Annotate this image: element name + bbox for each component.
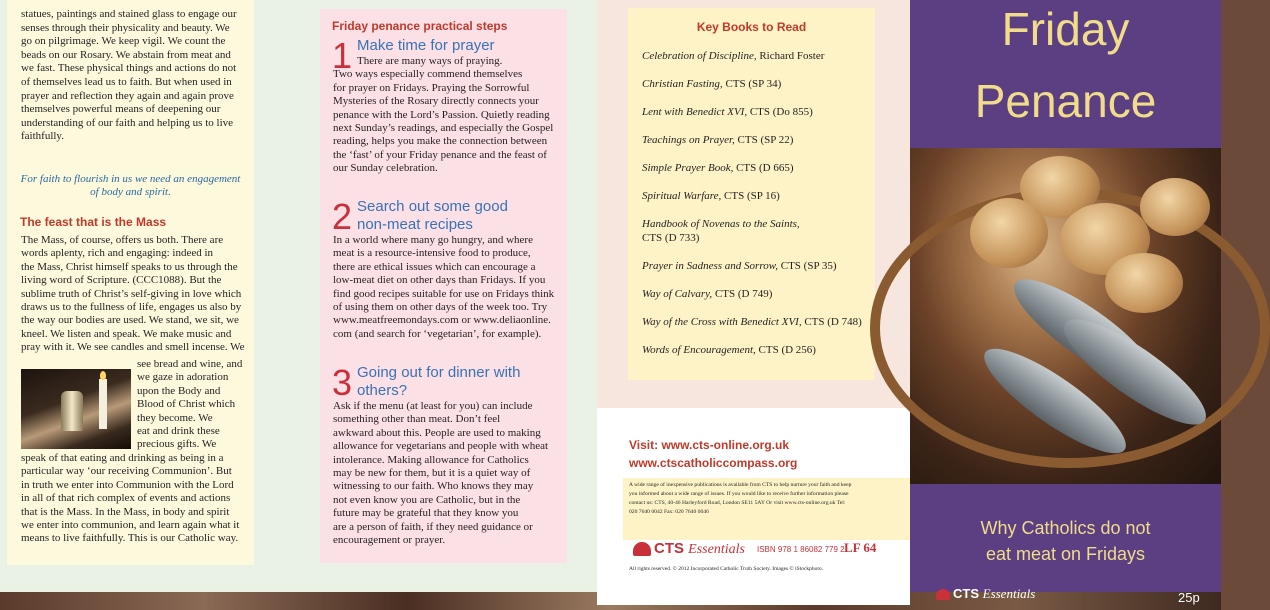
small-print-line: A wide range of inexpensive publications is available from CTS to help nurture your faith and keep: [629, 482, 852, 488]
step-number: 1: [332, 35, 353, 76]
mass-line: draws us to the fullness of life, engages us also by: [21, 301, 242, 313]
cts-logo-icon: [633, 542, 651, 556]
step-body-line: There are many ways of praying.: [357, 55, 503, 67]
key-books-box: [628, 8, 875, 380]
mass-line: particular way ‘our receiving Communion’. But: [21, 465, 232, 478]
rights-notice: All rights reserved. © 2012 Incorporated Catholic Truth Society. Images © iStockphoto.: [629, 566, 824, 572]
book-entry: Teachings on Prayer, CTS (SP 22): [642, 134, 794, 146]
mass-line: precious gifts. We: [137, 438, 217, 451]
mass-line: in truth we enter into Communion with the Lord: [21, 478, 234, 491]
step-body-line: www.meatfreemondays.com or www.deliaonline.: [333, 314, 551, 327]
step-body-line: awkward about this. People are used to making: [333, 426, 541, 439]
panel-books: [597, 0, 910, 605]
steps-heading: Friday penance practical steps: [332, 19, 508, 33]
step-body-line: there are ethical issues which can encourage a: [333, 260, 536, 273]
book-entry: Handbook of Novenas to the Saints, CTS (D 733): [642, 218, 800, 244]
mass-line: pray with it. We see candles and smell incense. We: [21, 341, 245, 354]
book-entry: Christian Fasting, CTS (SP 34): [642, 78, 782, 90]
mass-line: upon the Body and: [137, 384, 221, 397]
mass-line: The Mass, of course, offers us both. There are: [21, 234, 224, 246]
book-entry: Spiritual Warfare, CTS (SP 16): [642, 190, 780, 202]
mass-line: sublime truth of Christ’s self-giving in love which: [21, 287, 242, 300]
intro-line: beads on our Rosary. We abstain from meat and: [21, 48, 231, 61]
step-title: non-meat recipes: [357, 216, 473, 233]
small-print-line: 020 7640 0042 Fax: 020 7640 0046: [629, 509, 709, 515]
book-entry: Prayer in Sadness and Sorrow, CTS (SP 35): [642, 260, 837, 272]
small-print-line: contact us: CTS, 40-46 Harleyford Road, London SE11 5AY Or visit www.cts-online.org.uk Tel:: [629, 500, 846, 506]
step-title: Make time for prayer: [357, 37, 495, 54]
step-body-line: penance with the Lord’s Passion. Quietly reading: [333, 108, 550, 121]
intro-line: statues, paintings and stained glass to engage our: [21, 8, 237, 20]
step-title: others?: [357, 382, 408, 399]
visit-link-2[interactable]: www.ctscatholiccompass.org: [629, 456, 798, 470]
chalice-candle-photo: [21, 369, 131, 449]
step-body-line: reading, helps you make the connection between: [333, 135, 548, 148]
step-body-line: intolerance. Making allowance for Catholics: [333, 453, 529, 466]
isbn: ISBN 978 1 86082 779 2: [757, 545, 845, 554]
step-body-line: are a person of faith, if they need guidance or: [333, 520, 533, 533]
intro-line: we fast. These physical things and actions do not: [21, 62, 237, 75]
book-entry: Words of Encouragement, CTS (D 256): [642, 344, 816, 356]
bread-fish-photo: [910, 148, 1221, 484]
step-title: Search out some good: [357, 198, 508, 215]
book-entry: Way of the Cross with Benedict XVI, CTS (D 748): [642, 316, 862, 328]
mass-line: eat and drink these: [137, 425, 220, 437]
step-number: 3: [332, 362, 353, 403]
intro-line: prayer and reflection they again and again prove: [21, 89, 234, 102]
pull-quote-line: of body and spirit.: [90, 186, 171, 198]
intro-line: faithfully.: [21, 130, 64, 143]
books-heading: Key Books to Read: [696, 20, 807, 34]
cover-title-line2: Penance: [974, 75, 1157, 127]
step-body-line: com (and search for ‘vegetarian’, for example).: [333, 327, 542, 340]
cover-cts-logo: CTS Essentials: [936, 586, 1035, 602]
step-body-line: witnessing to our faith. Who knows they may: [333, 480, 534, 493]
step-body-line: meat is a resource-intensive food to produce,: [333, 247, 531, 260]
book-entry: Way of Calvary, CTS (D 749): [642, 288, 773, 300]
mass-line: the Mass, Christ himself speaks to us through the: [21, 260, 238, 273]
mass-line: in all of that rich complex of events and actions: [21, 492, 231, 505]
step-body-line: future may be grateful that they know you: [333, 507, 519, 520]
mass-line: Blood of Christ which: [137, 398, 236, 411]
candle-icon: [99, 379, 107, 429]
step-body-line: something other than meat. Don’t feel: [333, 413, 501, 426]
step-body-line: of using them on other days of the week too. Try: [333, 301, 548, 313]
steps-box: [320, 9, 567, 563]
intro-line: understanding of our faith and helping us to live: [21, 116, 234, 129]
step-title: Going out for dinner with: [357, 364, 521, 381]
leaflet-code: LF 64: [844, 540, 877, 555]
small-print-line: you informed about a wide range of issues. If you would like to receive further information please: [629, 491, 849, 497]
mass-line: we gaze in adoration: [137, 371, 229, 384]
step-body-line: Mysteries of the Rosary directly connects your: [333, 95, 539, 108]
step-body-line: not even know you are Catholic, but in the: [333, 493, 521, 506]
panel-practical-steps: [300, 0, 597, 592]
step-body-line: the ‘fast’ of your Friday penance and the feast of: [333, 148, 547, 161]
mass-line: they become. We: [137, 411, 213, 424]
mass-line: words aplenty, rich and engaging: indeed in: [21, 247, 214, 260]
panel-cover: [910, 0, 1221, 605]
mass-line: the way our bodies are used. We stand, we sit, we: [21, 314, 239, 327]
book-entry: Celebration of Discipline, Richard Foster: [642, 50, 825, 62]
mass-line: kneel. We listen and speak. We make music and: [21, 327, 232, 340]
loaf-icon: [1140, 178, 1210, 236]
cover-title-line1: Friday: [1001, 3, 1130, 55]
step-body-line: Ask if the menu (at least for you) can include: [333, 400, 533, 412]
book-entry: Lent with Benedict XVI, CTS (Do 855): [642, 106, 813, 118]
intro-line: go on pilgrimage. We keep vigil. We count the: [21, 35, 226, 48]
intro-line: themselves powerful means of deepening our: [21, 103, 221, 116]
contact-box: [597, 408, 910, 605]
intro-line: senses through their physicality and beauty. We: [21, 21, 230, 34]
step-body-line: low-meat diet on other days than Fridays. If you: [333, 274, 546, 287]
mass-line: living word of Scripture. (CCC1088). But the: [21, 274, 222, 287]
step-body-line: may be new for them, but it is a quiet way of: [333, 467, 531, 479]
mass-line: speak of that eating and drinking as being in a: [21, 452, 224, 464]
panel-mass: [0, 0, 300, 592]
step-body-line: In a world where many go hungry, and where: [333, 234, 533, 246]
mass-text-box: [7, 0, 254, 565]
step-number: 2: [332, 196, 353, 237]
mass-line: that is the Mass. In the Mass, in body and spirit: [21, 505, 230, 518]
mass-line: see bread and wine, and: [137, 358, 243, 370]
mass-heading: The feast that is the Mass: [20, 215, 167, 229]
cover-subtitle-line1: Why Catholics do not: [980, 518, 1151, 538]
loaf-icon: [970, 198, 1048, 268]
step-body-line: next Sunday’s readings, and especially the Gospel: [333, 122, 554, 134]
small-print-box: [623, 478, 910, 540]
cover-subtitle-line2: eat meat on Fridays: [985, 544, 1146, 564]
mass-line: we enter into communion, and learn again what it: [21, 519, 240, 531]
pull-quote-line: For faith to flourish in us we need an engagement: [20, 173, 241, 185]
visit-link-1[interactable]: Visit: www.cts-online.org.uk: [629, 438, 790, 452]
chalice-icon: [61, 391, 83, 431]
step-body-line: find good recipes suitable for use on Fridays think: [333, 287, 555, 300]
step-body-line: encouragement or prayer.: [333, 534, 446, 546]
cts-logo: CTS Essentials: [633, 540, 745, 558]
step-body-line: for prayer on Fridays. Praying the Sorrowful: [333, 81, 530, 94]
intro-line: of themselves lead us to faith. But when used in: [21, 76, 232, 88]
flame-icon: [100, 371, 106, 380]
cover-price: 25p: [1178, 590, 1200, 605]
cts-logo-icon: [936, 589, 950, 600]
book-entry: Simple Prayer Book, CTS (D 665): [642, 162, 794, 174]
step-body-line: Two ways especially commend themselves: [333, 68, 523, 81]
step-body-line: allowance for vegetarians and people with wheat: [333, 440, 549, 453]
mass-line: means to live faithfully. This is our Catholic way.: [21, 532, 239, 545]
step-body-line: our Sunday celebration.: [333, 162, 438, 175]
loaf-icon: [1105, 253, 1183, 313]
